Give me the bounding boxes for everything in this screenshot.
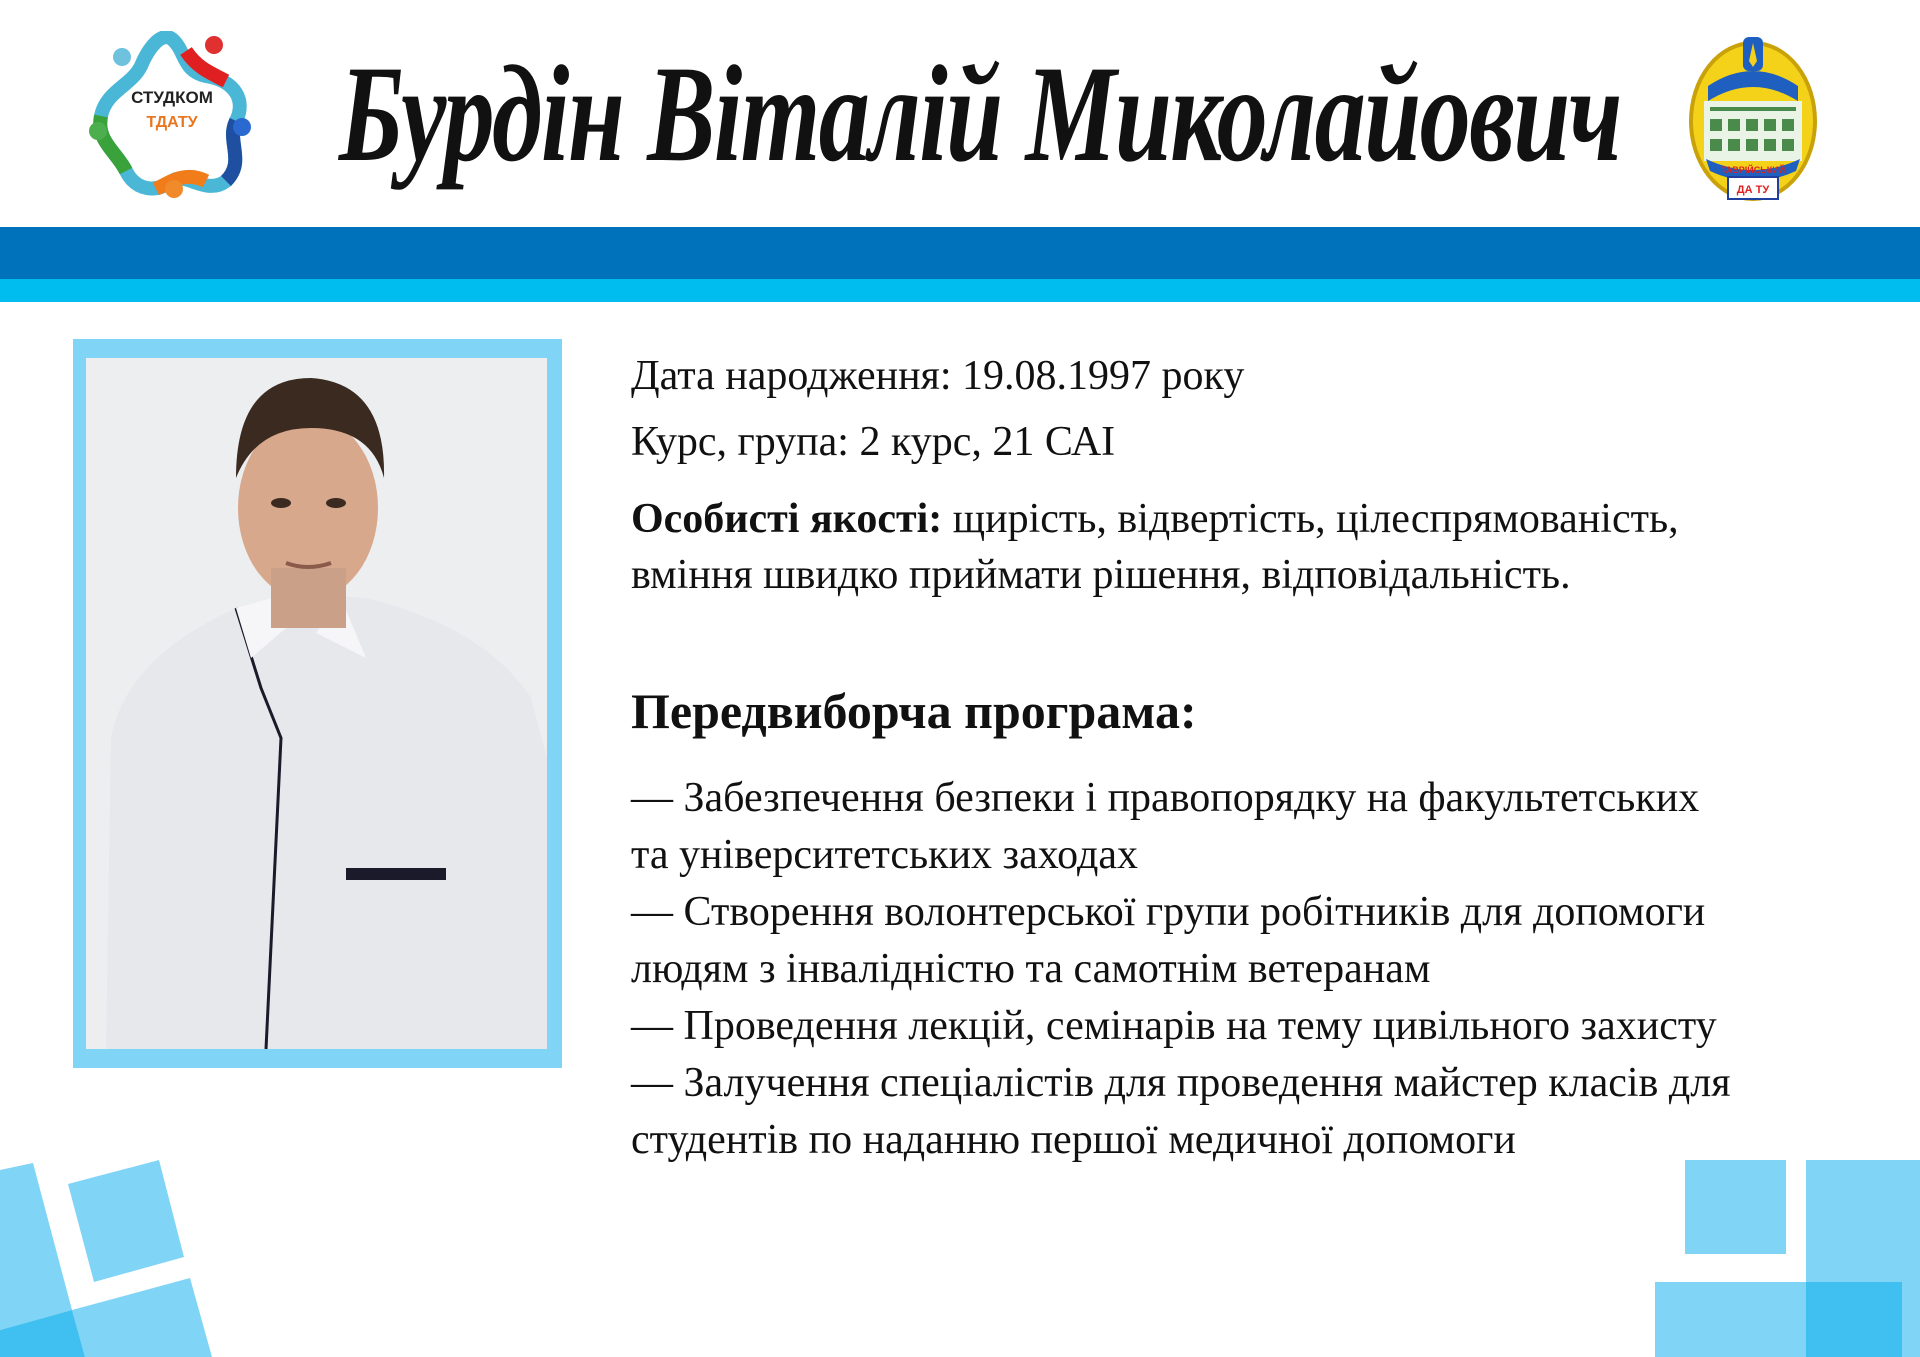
program-line: людям з інвалідністю та самотнім ветеранам [631,946,1431,992]
studkom-logo [86,31,258,199]
decor-square [1806,1282,1902,1357]
birth-date: Дата народження: 19.08.1997 року [631,353,1245,399]
program-line: — Забезпечення безпеки і правопорядку на факультетських [631,775,1700,821]
decorative-squares-left [0,1100,260,1357]
personal-qualities-line-2: вміння швидко приймати рішення, відповідальність. [631,552,1571,598]
page-title: Бурдін Віталій Миколайович [339,36,1622,190]
program-line: та університетських заходах [631,832,1138,878]
personal-qualities-line-1 [631,491,1679,548]
course-group: Курс, група: 2 курс, 21 САІ [631,419,1116,465]
program-line: студентів по наданню першої медичної допомоги [631,1117,1516,1163]
program-line: — Залучення спеціалістів для проведення майстер класів для [631,1060,1731,1106]
decorative-squares-right [1600,1100,1920,1357]
logo-text-studkom: СТУДКОМ [131,88,213,107]
logo-text-tdatu: ТДАТУ [146,114,198,131]
program-line: — Проведення лекцій, семінарів на тему цивільного захисту [631,1003,1717,1049]
program-heading: Передвиборча програма: [631,683,1197,739]
program-list [631,770,1731,1169]
personal-qualities-text: щирість, відвертість, цілеспрямованість, [942,496,1679,542]
decor-square [0,1163,72,1330]
emblem-text-tavriyskyi: ТАВРІЙСЬКИЙ [1720,165,1786,175]
header-band-light [0,279,1920,302]
program-line: — Створення волонтерської групи робітників для допомоги [631,889,1706,935]
decor-square [1685,1160,1786,1254]
header-band-dark [0,227,1920,279]
university-emblem [1678,31,1828,203]
decor-square [72,1278,212,1357]
decor-square [68,1160,184,1282]
portrait-photo [86,358,547,1049]
emblem-text-datu: ДА ТУ [1736,184,1770,196]
page-title-container [300,28,1660,198]
personal-qualities-label: Особисті якості: [631,496,943,542]
